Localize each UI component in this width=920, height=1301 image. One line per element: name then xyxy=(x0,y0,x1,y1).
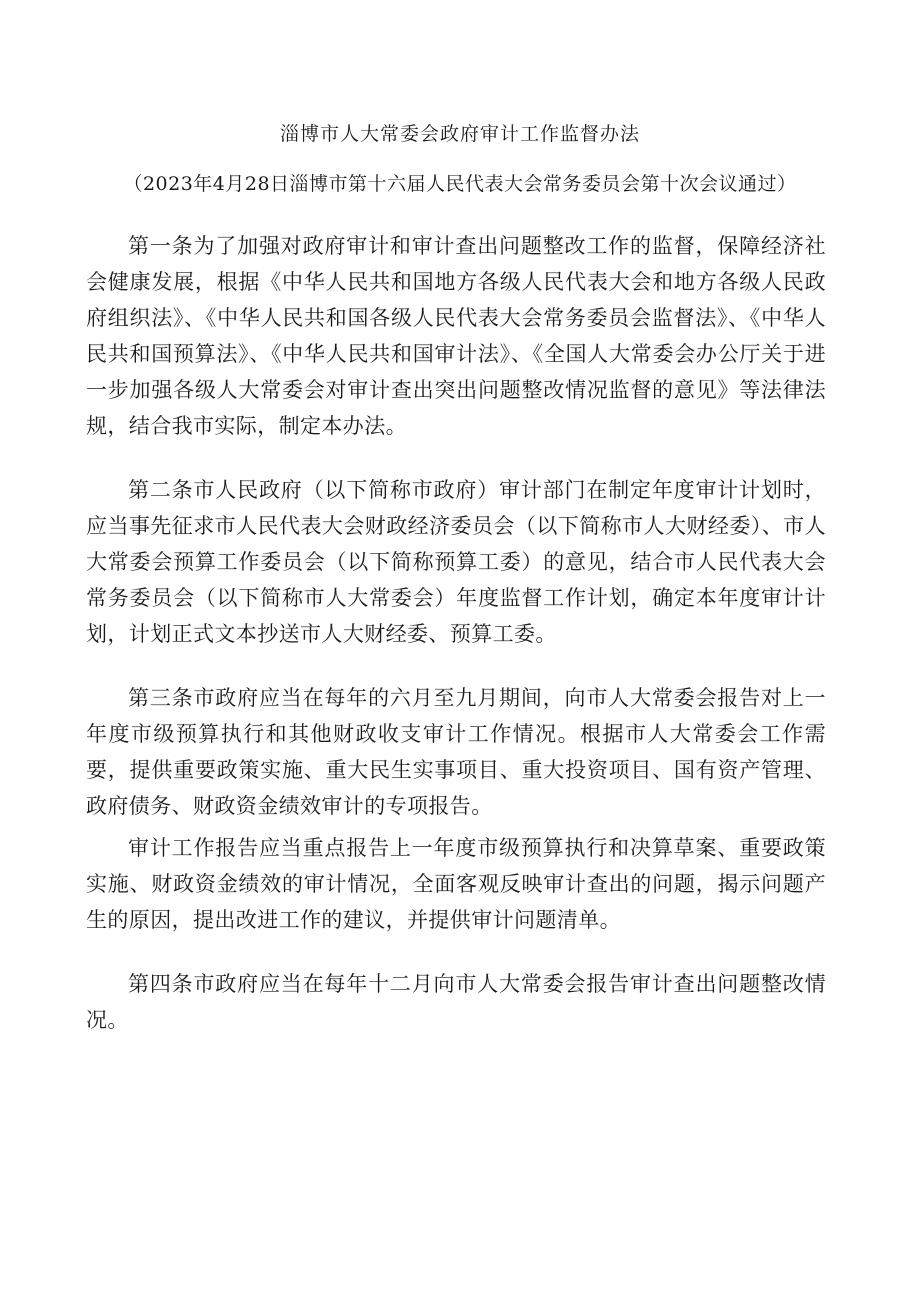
document-subtitle: （2023年4月28日淄博市第十六届人民代表大会常务委员会第十次会议通过） xyxy=(123,173,797,195)
article-3-paragraph: 第三条市政府应当在每年的六月至九月期间，向市人大常委会报告对上一年度市级预算执行和其他财政收支审计工作情况。根据市人大常委会工作需要，提供重要政策实施、重大民生实事项目、重大投资项目、国有资产管理、政府债务、财政资金绩效审计的专项报告。 xyxy=(86,686,826,818)
document-title: 淄博市人大常委会政府审计工作监督办法 xyxy=(279,123,640,145)
article-4-paragraph: 第四条市政府应当在每年十二月向市人大常委会报告审计查出问题整改情况。 xyxy=(86,972,826,1032)
document-body xyxy=(86,228,826,1038)
article-3-continuation-paragraph: 审计工作报告应当重点报告上一年度市级预算执行和决算草案、重要政策实施、财政资金绩效的审计情况，全面客观反映审计查出的问题，揭示问题产生的原因，提出改进工作的建议，并提供审计问题清单。 xyxy=(86,836,826,932)
article-2-paragraph: 第二条市人民政府（以下简称市政府）审计部门在制定年度审计计划时，应当事先征求市人民代表大会财政经济委员会（以下简称市人大财经委）、市人大常委会预算工作委员会（以下简称预算工委）的意见，结合市人民代表大会常务委员会（以下简称市人大常委会）年度监督工作计划，确定本年度审计计划，计划正式文本抄送市人大财经委、预算工委。 xyxy=(86,478,826,646)
article-1-paragraph: 第一条为了加强对政府审计和审计查出问题整改工作的监督，保障经济社会健康发展，根据《中华人民共和国地方各级人民代表大会和地方各级人民政府组织法》、《中华人民共和国各级人民代表大会常务委员会监督法》、《中华人民共和国预算法》、《中华人民共和国审计法》、《全国人大常委会办公厅关于进一步加强各级人大常委会对审计查出突出问题整改情况监督的意见》等法律法规，结合我市实际，制定本办法。 xyxy=(86,234,826,438)
